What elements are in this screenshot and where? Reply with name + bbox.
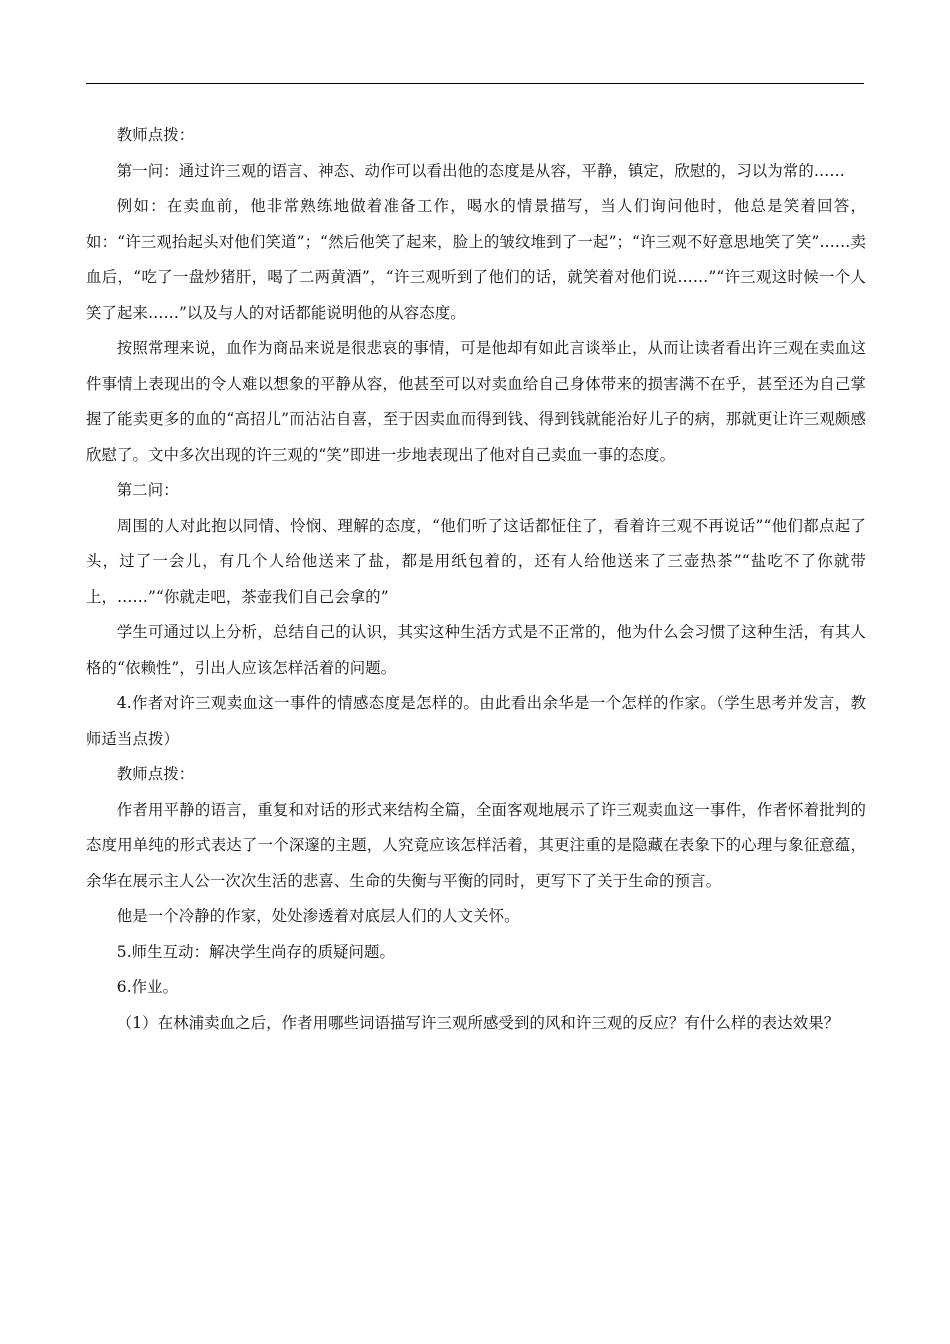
paragraph-homework-1: （1）在林浦卖血之后，作者用哪些词语描写许三观所感受到的风和许三观的反应？有什么样的表达效果？ — [116, 1013, 840, 1032]
header-rule — [86, 83, 864, 84]
paragraph-calm-writer: 他是一个冷静的作家，处处渗透着对底层人们的人文关怀。 — [116, 907, 520, 925]
paragraph-surrounding-people: 周围的人对此抱以同情、怜悯、理解的态度，“他们听了这话都怔住了，看着许三观不再说话”“他们都点起了头，过了一会儿，有几个人给他送来了盐，都是用纸包着的，还有人给他送来了三壶热茶”“盐吃不了你就带上，……”“你就走吧，茶壶我们自己会拿的” — [86, 516, 866, 606]
paragraph-common-sense: 按照常理来说，血作为商品来说是很悲哀的事情，可是他却有如此言谈举止，从而让读者看出许三观在卖血这件事情上表现出的令人难以想象的平静从容，他甚至可以对卖血给自己身体带来的损害满不在乎，甚至还为自己掌握了能卖更多的血的“高招儿”而沾沾自喜，至于因卖血而得到钱、得到钱就能治好儿子的病，那就更让许三观颇感欣慰了。文中多次出现的许三观的“笑”即进一步地表现出了他对自己卖血一事的态度。 — [86, 339, 866, 464]
paragraph-author-style: 作者用平静的语言，重复和对话的形式来结构全篇，全面客观地展示了许三观卖血这一事件，作者怀着批判的态度用单纯的形式表达了一个深邃的主题，人究竟应该怎样活着，其更注重的是隐藏在表象下的心理与象征意蕴，余华在展示主人公一次次生活的悲喜、生命的失衡与平衡的同时，更写下了关于生命的预言。 — [86, 800, 866, 890]
paragraph-student-analysis: 学生可通过以上分析，总结自己的认识，其实这种生活方式是不正常的，他为什么会习惯了这种生活，有其人格的“依赖性”，引出人应该怎样活着的问题。 — [86, 623, 866, 677]
paragraph-item-5: 5.师生互动：解决学生尚存的质疑问题。 — [116, 942, 396, 961]
document-body — [86, 118, 866, 1041]
paragraph-item-4: 4.作者对许三观卖血这一事件的情感态度是怎样的。由此看出余华是一个怎样的作家。（学生思考并发言，教师适当点拨） — [86, 694, 866, 748]
paragraph-question-one: 第一问：通过许三观的语言、神态、动作可以看出他的态度是从容，平静，镇定，欣慰的，习以为常的…… — [116, 161, 845, 180]
paragraph-example: 例如：在卖血前，他非常熟练地做着准备工作，喝水的情景描写，当人们询问他时，他总是笑着回答，如：“许三观抬起头对他们笑道”；“然后他笑了起来，脸上的皱纹堆到了一起”；“许三观不好意思地笑了笑”……卖血后，“吃了一盘炒猪肝，喝了二两黄酒”，“许三观听到了他们的话，就笑着对他们说……”“许三观这时候一个人笑了起来……”以及与人的对话都能说明他的从容态度。 — [86, 197, 866, 322]
paragraph-teacher-tips-1: 教师点拨： — [116, 126, 195, 144]
paragraph-item-6: 6.作业。 — [116, 978, 179, 996]
paragraph-teacher-tips-2: 教师点拨： — [116, 765, 195, 783]
paragraph-question-two-heading: 第二问： — [116, 481, 179, 499]
